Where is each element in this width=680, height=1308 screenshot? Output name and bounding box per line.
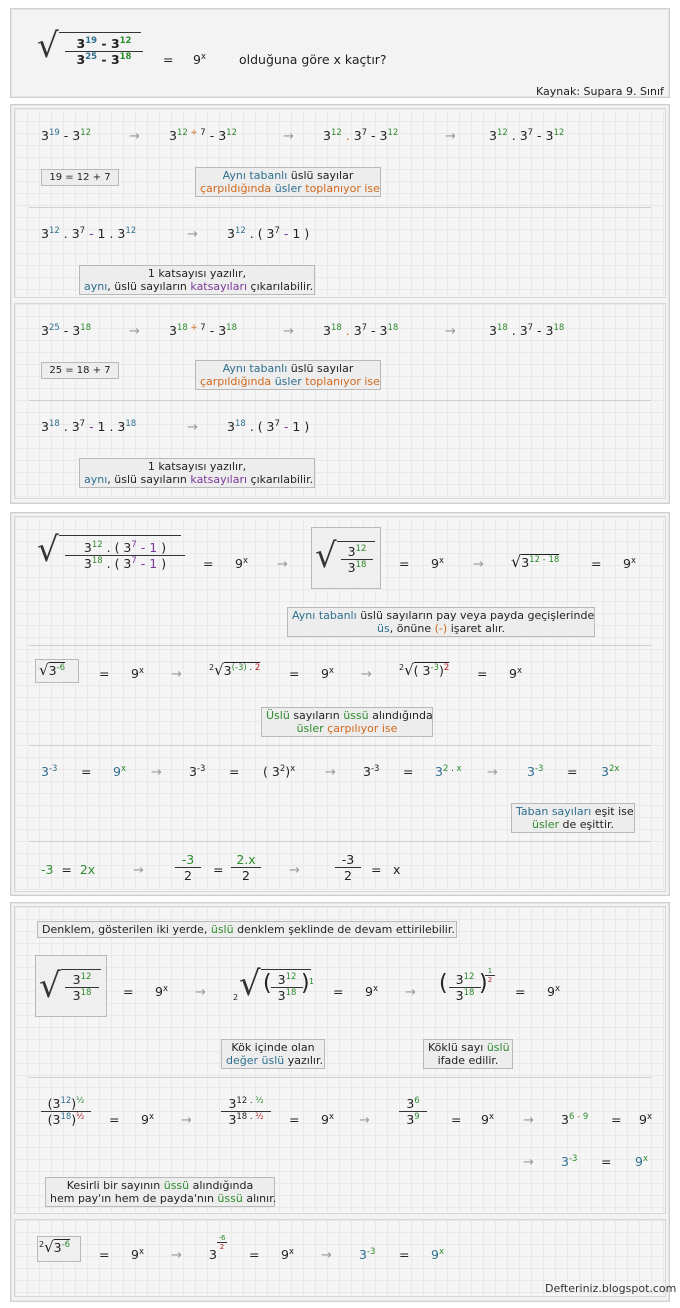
neg3-power: $3^{-3}$ (527, 764, 544, 779)
equals-sign: = (109, 1112, 120, 1127)
sqrt-bar (261, 969, 311, 970)
rhs: 9$^x$ (547, 984, 560, 999)
note-root-as-power: Köklü sayı üslü ifade edilir. (423, 1039, 513, 1069)
equals-sign: = (289, 666, 300, 681)
exponent-one: 1 (309, 977, 315, 986)
exponent-half: $\frac{1}{2}$ (485, 967, 495, 984)
note-same-base: Aynı tabanlı üslü sayılar çarpıldığında üsler toplanıyor ise (195, 167, 381, 197)
step-1: $3^{19} - 3^{12}$ (41, 128, 92, 143)
fraction-2x-2: $\frac{2.x}{2}$ (231, 853, 261, 883)
sqrt-sign: √ (239, 964, 261, 1004)
paren: ) (301, 971, 310, 996)
arrow-icon: → (187, 227, 198, 242)
root-index: 2 (233, 993, 239, 1002)
note-fraction-power: Kesirli bir sayının üssü alındığında hem pay'ın hem de payda'nın üssü alınır. (45, 1177, 275, 1207)
question-panel (10, 8, 670, 98)
fraction-mult-powers: $\frac{3^{12 . \frac{1}{2}}}{3^{18 . \frac{1}{2}}}$ (221, 1097, 271, 1127)
rhs: 9$^x$ (321, 666, 334, 681)
arrow-icon: → (283, 129, 294, 144)
linear-eq: -3 = 2x (41, 862, 96, 877)
rhs: 9$^x$ (131, 666, 144, 681)
arrow-icon: → (289, 863, 300, 878)
step-1b: $3^{25} - 3^{18}$ (41, 323, 92, 338)
note-coefficient: 1 katsayısı yazılır, aynı, üslü sayıların katsayıları çıkarılabilir. (79, 458, 315, 488)
rhs: 9$^x$ (141, 1112, 154, 1127)
sqrt-sign: √ (315, 536, 337, 576)
source-text: Kaynak: Supara 9. Sınıf (536, 85, 664, 98)
neg3-power: $3^{-3}$ (359, 1247, 376, 1262)
rhs: 9$^x$ (639, 1112, 652, 1127)
equals-sign: = (601, 1154, 612, 1169)
divider (29, 1077, 651, 1078)
equals-sign: = (213, 862, 224, 877)
step-6: $3^{12}$ . ( $3^7 - 1$ ) (227, 226, 310, 241)
rhs: 9$^x$ (193, 52, 206, 67)
arrow-icon: → (151, 765, 162, 780)
equals-sign: = (81, 764, 92, 779)
rhs: 9$^x$ (321, 1112, 334, 1127)
small-equation: 25 = 18 + 7 (41, 362, 119, 379)
rhs: 9$^x$ (481, 1112, 494, 1127)
paren: ( (263, 971, 272, 996)
divider (29, 645, 651, 646)
note-root-inner: Kök içinde olan değer üslü yazılır. (221, 1039, 325, 1069)
step-6b: $3^{18}$ . ( $3^7 - 1$ ) (227, 419, 310, 434)
root-diff: √3$^{12 - 18}$ (511, 552, 560, 571)
note-same-base: Aynı tabanlı üslü sayılar çarpıldığında üsler toplanıyor ise (195, 360, 381, 390)
fraction-in-paren: $\frac{3^{12}}{3^{18}}$ (271, 973, 303, 1003)
equals-sign: = (515, 984, 526, 999)
root-product: $^2√3^{(-3) . 2}$ (209, 661, 261, 679)
note-power-rule: Üslü sayıların üssü alındığında üsler çarpılıyor ise (261, 707, 433, 737)
step-4b: $3^{18}$ . $3^7 - 3^{18}$ (489, 323, 565, 338)
arrow-icon: → (133, 863, 144, 878)
numerator-block (14, 108, 666, 298)
sqrt-bar (59, 535, 181, 536)
equals-sign: = (333, 984, 344, 999)
rhs: 9$^x$ (431, 556, 444, 571)
alternative-block (14, 906, 666, 1214)
three-6-9: 3$^{6 - 9}$ (561, 1112, 589, 1127)
equals-sign: = (249, 1247, 260, 1262)
alternative-panel (10, 902, 677, 1302)
rhs: 9$^x$ (235, 556, 248, 571)
arrow-icon: → (361, 667, 372, 682)
equals-sign: = (403, 764, 414, 779)
divider (29, 207, 651, 208)
equals-sign: = (123, 984, 134, 999)
step-5b: $3^{18}$ . $3^7 - 1$ . $3^{18}$ (41, 419, 137, 434)
note-pay-payda: Aynı tabanlı üslü sayıların pay veya payda geçişlerinde üs, önüne (-) işaret alır. (287, 607, 595, 637)
arrow-icon: → (277, 557, 288, 572)
credit: Defteriniz.blogspot.com (545, 1282, 677, 1295)
equals-sign: = (451, 1112, 462, 1127)
rhs: 9$^x$ (431, 1247, 444, 1262)
fraction-6-9: $\frac{3^6}{3^9}$ (399, 1097, 427, 1127)
root-neg6: $^2√3^{-6}$ (39, 1238, 71, 1256)
equals-sign: = (203, 556, 214, 571)
three-neg6-half: 3 (209, 1247, 217, 1262)
equals-sign: = (99, 1247, 110, 1262)
divider (29, 745, 651, 746)
equals-sign: = (289, 1112, 300, 1127)
fraction-factored: $\frac{3^{12} . ( 3^7 - 1 )}{3^{18} . ( 3^7 - 1 )}$ (65, 541, 185, 571)
three-2x: $3^{2 . x}$ (435, 764, 462, 779)
equals-sign: = (163, 52, 174, 67)
note-coefficient: 1 katsayısı yazılır, aynı, üslü sayıların katsayıları çıkarılabilir. (79, 265, 315, 295)
fraction-final: $\frac{-3}{2}$ (335, 853, 361, 883)
paren: ( (439, 971, 448, 996)
arrow-icon: → (129, 129, 140, 144)
equals-sign: = (399, 556, 410, 571)
step-2: $3^{12 + 7} - 3^{12}$ (169, 128, 237, 143)
arrow-icon: → (195, 985, 206, 1000)
final-x: x (393, 862, 401, 877)
step-3b: $3^{18}$ . $3^7 - 3^{18}$ (323, 323, 399, 338)
sqrt-sign: √ (37, 530, 59, 570)
final-block (14, 1219, 677, 1297)
fraction-simplified: $\frac{3^{12}}{3^{18}}$ (341, 545, 373, 575)
fraction-half-powers: $\frac{(3^{12})^{\frac{1}{2}}}{(3^{18})^{\frac{1}{2}}}$ (41, 1097, 91, 1127)
sqrt-sign: √ (39, 966, 61, 1006)
step-2b: $3^{18 + 7} - 3^{18}$ (169, 323, 237, 338)
rhs: 9$^x$ (365, 984, 378, 999)
equals-sign: = (371, 862, 382, 877)
exponent-neg6-half: $\frac{-6}{2}$ (218, 1234, 226, 1251)
rhs: 9$^x$ (281, 1247, 294, 1262)
arrow-icon: → (321, 1248, 332, 1263)
neg3-power: $3^{-3}$ (189, 764, 206, 779)
arrow-icon: → (171, 667, 182, 682)
arrow-icon: → (171, 1248, 182, 1263)
arrow-icon: → (187, 420, 198, 435)
neg3-power: $3^{-3}$ (561, 1154, 578, 1169)
root-power: $^2$√( $3^{-3})^2$ (399, 661, 450, 679)
arrow-icon: → (445, 324, 456, 339)
step-5: $3^{12}$ . $3^7 - 1$ . $3^{12}$ (41, 226, 137, 241)
rhs: 9$^x$ (623, 556, 636, 571)
sqrt-bar (337, 541, 375, 542)
fraction-neg3-2: $\frac{-3}{2}$ (175, 853, 201, 883)
divider (29, 841, 651, 842)
root-neg6: $√3^{-6}$ (39, 661, 65, 679)
rhs: 9$^x$ (509, 666, 522, 681)
simplification-panel (10, 104, 670, 504)
equals-sign: = (611, 1112, 622, 1127)
sqrt-sign: √ (37, 26, 59, 66)
note-equal-base: Taban sayıları eşit ise üsler de eşittir. (511, 803, 635, 833)
equals-sign: = (591, 556, 602, 571)
arrow-icon: → (325, 765, 336, 780)
rhs: 9$^x$ (131, 1247, 144, 1262)
neg3-power: $3^{-3}$ (41, 764, 58, 779)
sqrt-bar (61, 969, 101, 970)
divider (29, 400, 651, 401)
question-fraction: $\frac{3^{19} - 3^{12}}{3^{25} - 3^{18}}$ (65, 37, 143, 67)
note-alternative: Denklem, gösterilen iki yerde, üslü denklem şeklinde de devam ettirilebilir. (37, 921, 457, 938)
arrow-icon: → (487, 765, 498, 780)
equals-sign: = (229, 764, 240, 779)
arrow-icon: → (129, 324, 140, 339)
step-3: $3^{12}$ . $3^7 - 3^{12}$ (323, 128, 399, 143)
small-equation: 19 = 12 + 7 (41, 169, 119, 186)
arrow-icon: → (523, 1155, 534, 1170)
arrow-icon: → (405, 985, 416, 1000)
arrow-icon: → (523, 1113, 534, 1128)
rhs: 9$^x$ (155, 984, 168, 999)
fraction-in-paren: $\frac{3^{12}}{3^{18}}$ (449, 973, 481, 1003)
solution-block (14, 516, 666, 892)
neg3-power: $3^{-3}$ (363, 764, 380, 779)
question-text: olduğuna göre x kaçtır? (239, 52, 387, 67)
sqrt-bar (59, 32, 141, 33)
paren: ) (479, 971, 488, 996)
denominator-block (14, 303, 666, 499)
solution-panel (10, 512, 670, 896)
arrow-icon: → (473, 557, 484, 572)
fraction-simplified: $\frac{3^{12}}{3^{18}}$ (65, 973, 99, 1003)
equals-sign: = (477, 666, 488, 681)
arrow-icon: → (181, 1113, 192, 1128)
equals-sign: = (99, 666, 110, 681)
arrow-icon: → (359, 1113, 370, 1128)
arrow-icon: → (283, 324, 294, 339)
nine-as-three: ( $3^2)^x$ (263, 764, 296, 779)
rhs: 9$^x$ (113, 764, 126, 779)
equals-sign: = (567, 764, 578, 779)
equals-sign: = (399, 1247, 410, 1262)
rhs: 9$^x$ (635, 1154, 648, 1169)
three-2x: $3^{2x}$ (601, 764, 620, 779)
step-4: $3^{12}$ . $3^7 - 3^{12}$ (489, 128, 565, 143)
arrow-icon: → (445, 129, 456, 144)
